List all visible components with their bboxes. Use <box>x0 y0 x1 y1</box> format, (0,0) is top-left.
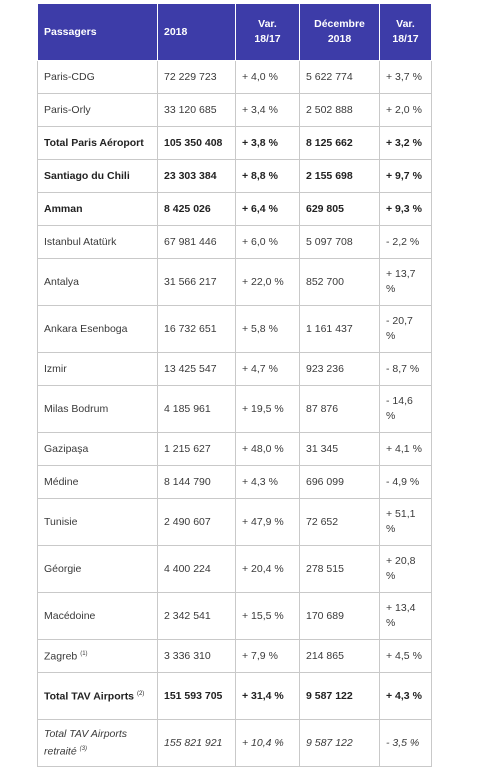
passengers-december-cell-text: 9 587 122 <box>306 736 353 749</box>
passengers-december-cell-text: 2 155 698 <box>306 169 353 182</box>
variation-annual-cell-text: + 10,4 % <box>242 736 284 749</box>
passengers-2018-cell-text: 151 593 705 <box>164 689 223 702</box>
variation-december-cell-text: - 8,7 % <box>386 362 420 375</box>
variation-annual-cell-text: + 20,4 % <box>242 562 284 575</box>
variation-annual-cell-text: + 15,5 % <box>242 609 284 622</box>
passengers-2018-cell-text: 67 981 446 <box>164 235 217 248</box>
airport-name-cell <box>38 499 158 546</box>
passengers-december-cell <box>300 306 380 353</box>
variation-december-cell <box>380 433 432 466</box>
passengers-2018-cell-text: 33 120 685 <box>164 103 217 116</box>
passengers-2018-cell <box>158 61 236 94</box>
variation-december-cell-text: + 3,7 % <box>386 70 422 83</box>
table-row <box>38 306 432 353</box>
passengers-2018-cell <box>158 593 236 640</box>
passengers-december-cell-text: 278 515 <box>306 562 344 575</box>
passengers-december-cell <box>300 160 380 193</box>
variation-annual-cell-text: + 22,0 % <box>242 275 284 288</box>
passengers-2018-cell <box>158 386 236 433</box>
variation-december-cell <box>380 720 432 767</box>
variation-annual-cell-text: + 3,8 % <box>242 136 278 149</box>
airport-name-cell-text: Santiago du Chili <box>44 169 130 182</box>
table-row <box>38 94 432 127</box>
table-row <box>38 433 432 466</box>
passengers-december-cell-text: 72 652 <box>306 515 339 528</box>
header-var-december: Var. 18/17 <box>380 4 432 61</box>
passengers-2018-cell-text: 4 185 961 <box>164 402 211 415</box>
variation-annual-cell-text: + 4,0 % <box>242 70 278 83</box>
passenger-table-container <box>37 3 431 767</box>
passengers-2018-cell-text: 105 350 408 <box>164 136 223 149</box>
variation-annual-cell <box>236 499 300 546</box>
variation-december-cell-text: - 14,6 % <box>386 395 413 422</box>
variation-annual-cell-text: + 5,8 % <box>242 322 278 335</box>
table-row <box>38 353 432 386</box>
passengers-2018-cell-text: 2 490 607 <box>164 515 211 528</box>
variation-december-cell <box>380 499 432 546</box>
passengers-2018-cell-text: 8 425 026 <box>164 202 211 215</box>
variation-december-cell <box>380 466 432 499</box>
passengers-december-cell-text: 5 622 774 <box>306 70 353 83</box>
variation-annual-cell-text: + 3,4 % <box>242 103 278 116</box>
airport-name-cell-text: Total Paris Aéroport <box>44 136 144 149</box>
passengers-2018-cell-text: 4 400 224 <box>164 562 211 575</box>
airport-name-cell-text: Médine <box>44 475 79 488</box>
variation-annual-cell <box>236 61 300 94</box>
passengers-december-cell-text: 923 236 <box>306 362 344 375</box>
passengers-december-cell <box>300 259 380 306</box>
variation-annual-cell <box>236 593 300 640</box>
airport-name-cell-text: Total TAV Airports <box>44 690 135 703</box>
table-row <box>38 259 432 306</box>
variation-december-cell-text: + 9,7 % <box>386 169 422 182</box>
variation-annual-cell-text: + 8,8 % <box>242 169 278 182</box>
table-row <box>38 386 432 433</box>
footnote-marker: (3) <box>79 745 87 752</box>
passengers-2018-cell <box>158 226 236 259</box>
variation-annual-cell-text: + 4,7 % <box>242 362 278 375</box>
passengers-december-cell <box>300 499 380 546</box>
passengers-2018-cell <box>158 306 236 353</box>
passengers-2018-cell <box>158 353 236 386</box>
passengers-2018-cell-text: 2 342 541 <box>164 609 211 622</box>
table-row <box>38 193 432 226</box>
passengers-december-cell-text: 170 689 <box>306 609 344 622</box>
variation-december-cell <box>380 61 432 94</box>
variation-annual-cell <box>236 720 300 767</box>
variation-annual-cell <box>236 193 300 226</box>
passengers-2018-cell <box>158 546 236 593</box>
header-passagers: Passagers <box>38 4 158 61</box>
variation-annual-cell <box>236 259 300 306</box>
passengers-december-cell <box>300 546 380 593</box>
passengers-december-cell <box>300 433 380 466</box>
passengers-2018-cell <box>158 673 236 720</box>
passengers-december-cell-text: 87 876 <box>306 402 339 415</box>
variation-december-cell-text: + 4,3 % <box>386 689 422 702</box>
passengers-2018-cell-text: 31 566 217 <box>164 275 217 288</box>
table-row <box>38 673 432 720</box>
passengers-december-cell <box>300 127 380 160</box>
passengers-december-cell <box>300 61 380 94</box>
passengers-2018-cell-text: 1 215 627 <box>164 442 211 455</box>
passengers-2018-cell <box>158 94 236 127</box>
variation-annual-cell <box>236 433 300 466</box>
airport-name-cell <box>38 94 158 127</box>
passengers-december-cell <box>300 94 380 127</box>
table-row <box>38 640 432 673</box>
airport-name-cell <box>38 593 158 640</box>
variation-december-cell-text: - 3,5 % <box>386 736 420 749</box>
airport-name-cell <box>38 720 158 767</box>
table-row <box>38 499 432 546</box>
airport-name-cell-text: Gazipaşa <box>44 442 89 455</box>
variation-december-cell <box>380 259 432 306</box>
variation-annual-cell-text: + 31,4 % <box>242 689 284 702</box>
variation-december-cell <box>380 306 432 353</box>
passengers-december-cell-text: 9 587 122 <box>306 689 353 702</box>
passengers-december-cell-text: 2 502 888 <box>306 103 353 116</box>
passengers-december-cell <box>300 673 380 720</box>
variation-december-cell <box>380 673 432 720</box>
header-2018: 2018 <box>158 4 236 61</box>
passengers-2018-cell <box>158 259 236 306</box>
table-row <box>38 127 432 160</box>
airport-name-cell <box>38 673 158 720</box>
variation-annual-cell-text: + 4,3 % <box>242 475 278 488</box>
variation-december-cell <box>380 593 432 640</box>
airport-name-cell <box>38 193 158 226</box>
passengers-december-cell <box>300 226 380 259</box>
passengers-december-cell <box>300 193 380 226</box>
airport-name-cell <box>38 386 158 433</box>
airport-name-cell-text: Paris-Orly <box>44 103 91 116</box>
passengers-2018-cell-text: 3 336 310 <box>164 649 211 662</box>
variation-december-cell-text: - 20,7 % <box>386 315 413 342</box>
footnote-marker: (2) <box>136 691 145 698</box>
variation-december-cell <box>380 226 432 259</box>
passengers-december-cell <box>300 386 380 433</box>
variation-december-cell <box>380 640 432 673</box>
variation-december-cell <box>380 386 432 433</box>
variation-december-cell <box>380 353 432 386</box>
passengers-december-cell-text: 214 865 <box>306 649 344 662</box>
passengers-december-cell <box>300 720 380 767</box>
variation-annual-cell <box>236 673 300 720</box>
airport-name-cell <box>38 546 158 593</box>
header-decembre-2018: Décembre 2018 <box>300 4 380 61</box>
table-header-row <box>38 4 432 61</box>
variation-annual-cell-text: + 47,9 % <box>242 515 284 528</box>
airport-name-cell <box>38 306 158 353</box>
passengers-2018-cell <box>158 160 236 193</box>
passengers-december-cell <box>300 466 380 499</box>
airport-name-cell-text: Total TAV Airports retraité <box>44 727 128 758</box>
airport-name-cell-text: Tunisie <box>44 515 78 528</box>
table-row <box>38 720 432 767</box>
airport-name-cell-text: Géorgie <box>44 562 82 575</box>
passengers-2018-cell-text: 8 144 790 <box>164 475 211 488</box>
variation-december-cell <box>380 160 432 193</box>
passengers-2018-cell <box>158 433 236 466</box>
variation-december-cell-text: + 2,0 % <box>386 103 422 116</box>
variation-december-cell-text: + 9,3 % <box>386 202 422 215</box>
variation-december-cell <box>380 546 432 593</box>
table-body <box>38 61 432 767</box>
airport-name-cell-text: Macédoine <box>44 609 96 622</box>
passengers-2018-cell <box>158 127 236 160</box>
variation-december-cell <box>380 193 432 226</box>
airport-name-cell-text: Antalya <box>44 275 80 288</box>
passengers-december-cell-text: 629 805 <box>306 202 344 215</box>
table-row <box>38 546 432 593</box>
variation-december-cell <box>380 94 432 127</box>
table-row <box>38 466 432 499</box>
table-row <box>38 160 432 193</box>
airport-name-cell-text: Amman <box>44 202 83 215</box>
airport-name-cell <box>38 353 158 386</box>
airport-name-cell <box>38 61 158 94</box>
variation-annual-cell <box>236 94 300 127</box>
variation-annual-cell-text: + 6,4 % <box>242 202 278 215</box>
passengers-2018-cell-text: 13 425 547 <box>164 362 217 375</box>
passengers-december-cell-text: 852 700 <box>306 275 344 288</box>
passengers-2018-cell-text: 23 303 384 <box>164 169 217 182</box>
table-row <box>38 61 432 94</box>
variation-annual-cell <box>236 640 300 673</box>
variation-annual-cell <box>236 160 300 193</box>
passengers-2018-cell-text: 72 229 723 <box>164 70 217 83</box>
passengers-2018-cell <box>158 466 236 499</box>
variation-annual-cell <box>236 127 300 160</box>
passengers-december-cell-text: 696 099 <box>306 475 344 488</box>
airport-name-cell-text: Zagreb <box>44 650 78 663</box>
passengers-december-cell <box>300 353 380 386</box>
variation-annual-cell <box>236 546 300 593</box>
variation-december-cell-text: + 13,7 % <box>386 268 416 295</box>
airport-name-cell-text: Ankara Esenboga <box>44 322 128 335</box>
variation-december-cell-text: + 3,2 % <box>386 136 422 149</box>
airport-name-cell-text: Istanbul Atatürk <box>44 235 117 248</box>
variation-annual-cell <box>236 353 300 386</box>
variation-annual-cell-text: + 7,9 % <box>242 649 278 662</box>
variation-annual-cell-text: + 6,0 % <box>242 235 278 248</box>
airport-name-cell <box>38 640 158 673</box>
variation-december-cell-text: + 51,1 % <box>386 508 416 535</box>
variation-annual-cell-text: + 19,5 % <box>242 402 284 415</box>
header-var-annual: Var. 18/17 <box>236 4 300 61</box>
variation-december-cell-text: - 4,9 % <box>386 475 420 488</box>
variation-december-cell-text: + 20,8 % <box>386 555 416 582</box>
airport-name-cell <box>38 127 158 160</box>
airport-name-cell <box>38 466 158 499</box>
airport-name-cell <box>38 433 158 466</box>
table-row <box>38 226 432 259</box>
airport-name-cell <box>38 160 158 193</box>
passengers-december-cell-text: 1 161 437 <box>306 322 353 335</box>
airport-name-cell-text: Milas Bodrum <box>44 402 109 415</box>
variation-annual-cell <box>236 226 300 259</box>
variation-december-cell-text: + 4,1 % <box>386 442 422 455</box>
airport-name-cell-text: Paris-CDG <box>44 70 95 83</box>
variation-annual-cell <box>236 386 300 433</box>
passengers-2018-cell-text: 16 732 651 <box>164 322 217 335</box>
passengers-december-cell <box>300 640 380 673</box>
passengers-2018-cell <box>158 499 236 546</box>
airport-name-cell <box>38 226 158 259</box>
passengers-december-cell <box>300 593 380 640</box>
footnote-marker: (1) <box>80 651 88 658</box>
variation-annual-cell-text: + 48,0 % <box>242 442 284 455</box>
passenger-traffic-table <box>37 3 432 767</box>
passengers-2018-cell <box>158 720 236 767</box>
variation-december-cell-text: - 2,2 % <box>386 235 420 248</box>
passengers-december-cell-text: 31 345 <box>306 442 339 455</box>
passengers-december-cell-text: 8 125 662 <box>306 136 353 149</box>
variation-december-cell-text: + 4,5 % <box>386 649 422 662</box>
variation-annual-cell <box>236 306 300 353</box>
passengers-2018-cell-text: 155 821 921 <box>164 736 223 749</box>
airport-name-cell <box>38 259 158 306</box>
variation-december-cell-text: + 13,4 % <box>386 602 416 629</box>
airport-name-cell-text: Izmir <box>44 362 67 375</box>
table-row <box>38 593 432 640</box>
variation-december-cell <box>380 127 432 160</box>
passengers-december-cell-text: 5 097 708 <box>306 235 353 248</box>
variation-annual-cell <box>236 466 300 499</box>
passengers-2018-cell <box>158 640 236 673</box>
passengers-2018-cell <box>158 193 236 226</box>
